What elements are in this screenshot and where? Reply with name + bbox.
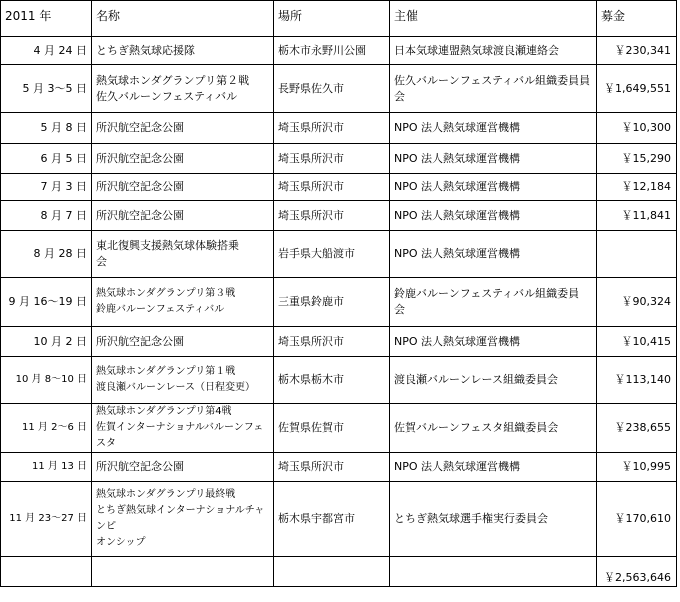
row-amount: ￥15,290 [597, 144, 677, 174]
row-host: NPO 法人熱気球運営機構 [390, 327, 597, 357]
row-host: 佐賀バルーンフェスタ組織委員会 [390, 404, 597, 453]
row-amount: ￥1,649,551 [597, 65, 677, 113]
header-row [1, 1, 677, 37]
row-date: 4 月 24 日 [1, 37, 92, 65]
header-place: 場所 [274, 1, 390, 37]
header-year: 2011 年 [1, 1, 92, 37]
row-date: 6 月 5 日 [1, 144, 92, 174]
row-place: 栃木市永野川公園 [274, 37, 390, 65]
row-amount: ￥90,324 [597, 278, 677, 327]
table-row [1, 357, 677, 404]
row-name: 熱気球ホンダグランプリ第２戦 佐久バルーンフェスティバル [92, 65, 274, 113]
row-date: 11 月 2～6 日 [1, 404, 92, 453]
row-name: 所沢航空記念公園 [92, 174, 274, 201]
row-host: NPO 法人熱気球運営機構 [390, 201, 597, 231]
table-row [1, 404, 677, 453]
total-blank [390, 557, 597, 587]
table-row [1, 327, 677, 357]
row-amount: ￥238,655 [597, 404, 677, 453]
table-row [1, 231, 677, 278]
table-row [1, 201, 677, 231]
row-amount: ￥10,415 [597, 327, 677, 357]
row-date: 5 月 3～5 日 [1, 65, 92, 113]
row-amount: ￥11,841 [597, 201, 677, 231]
row-host: 佐久バルーンフェスティバル組織委員員 会 [390, 65, 597, 113]
row-place: 三重県鈴鹿市 [274, 278, 390, 327]
table-row [1, 278, 677, 327]
row-place: 埼玉県所沢市 [274, 144, 390, 174]
table-row [1, 65, 677, 113]
total-blank [1, 557, 92, 587]
row-host: 渡良瀬バルーンレース組織委員会 [390, 357, 597, 404]
row-place: 長野県佐久市 [274, 65, 390, 113]
total-row [1, 557, 677, 587]
row-amount: ￥10,995 [597, 453, 677, 482]
row-host: NPO 法人熱気球運営機構 [390, 231, 597, 278]
row-amount: ￥113,140 [597, 357, 677, 404]
row-date: 7 月 3 日 [1, 174, 92, 201]
row-name: 熱気球ホンダグランプリ第３戦 鈴鹿バルーンフェスティバル [92, 278, 274, 327]
total-amount: ￥2,563,646 [597, 557, 677, 587]
row-date: 8 月 28 日 [1, 231, 92, 278]
row-date: 9 月 16～19 日 [1, 278, 92, 327]
table-row [1, 174, 677, 201]
row-place: 栃木県栃木市 [274, 357, 390, 404]
row-name: 熱気球ホンダグランプリ第4戦 佐賀インターナショナルバルーンフェスタ [92, 404, 274, 453]
row-date: 11 月 23～27 日 [1, 482, 92, 557]
table-row [1, 144, 677, 174]
row-amount [597, 231, 677, 278]
row-place: 埼玉県所沢市 [274, 453, 390, 482]
row-date: 8 月 7 日 [1, 201, 92, 231]
row-name: 所沢航空記念公園 [92, 453, 274, 482]
row-host: NPO 法人熱気球運営機構 [390, 174, 597, 201]
row-name: 所沢航空記念公園 [92, 113, 274, 144]
row-place: 岩手県大船渡市 [274, 231, 390, 278]
total-blank [92, 557, 274, 587]
total-blank [274, 557, 390, 587]
row-host: NPO 法人熱気球運営機構 [390, 144, 597, 174]
row-date: 10 月 2 日 [1, 327, 92, 357]
row-name: 熱気球ホンダグランプリ第１戦 渡良瀬バルーンレース（日程変更） [92, 357, 274, 404]
row-name: 所沢航空記念公園 [92, 327, 274, 357]
table-row [1, 113, 677, 144]
row-name: 所沢航空記念公園 [92, 201, 274, 231]
row-name: 東北復興支援熱気球体験搭乗 会 [92, 231, 274, 278]
row-place: 埼玉県所沢市 [274, 174, 390, 201]
row-host: とちぎ熱気球選手権実行委員会 [390, 482, 597, 557]
row-host: NPO 法人熱気球運営機構 [390, 113, 597, 144]
row-host: 鈴鹿バルーンフェスティバル組織委員 会 [390, 278, 597, 327]
row-amount: ￥10,300 [597, 113, 677, 144]
row-host: NPO 法人熱気球運営機構 [390, 453, 597, 482]
row-name: 熱気球ホンダグランプリ最終戦 とちぎ熱気球インターナショナルチャンピ オンシップ [92, 482, 274, 557]
row-date: 10 月 8～10 日 [1, 357, 92, 404]
row-amount: ￥230,341 [597, 37, 677, 65]
row-amount: ￥12,184 [597, 174, 677, 201]
row-name: とちぎ熱気球応援隊 [92, 37, 274, 65]
header-host: 主催 [390, 1, 597, 37]
table-row [1, 453, 677, 482]
table-row [1, 482, 677, 557]
row-place: 佐賀県佐賀市 [274, 404, 390, 453]
row-date: 5 月 8 日 [1, 113, 92, 144]
header-name: 名称 [92, 1, 274, 37]
row-place: 栃木県宇都宮市 [274, 482, 390, 557]
row-name: 所沢航空記念公園 [92, 144, 274, 174]
row-amount: ￥170,610 [597, 482, 677, 557]
row-host: 日本気球連盟熱気球渡良瀬連絡会 [390, 37, 597, 65]
table-row [1, 37, 677, 65]
row-place: 埼玉県所沢市 [274, 201, 390, 231]
row-date: 11 月 13 日 [1, 453, 92, 482]
row-place: 埼玉県所沢市 [274, 113, 390, 144]
row-place: 埼玉県所沢市 [274, 327, 390, 357]
header-amount: 募金 [597, 1, 677, 37]
